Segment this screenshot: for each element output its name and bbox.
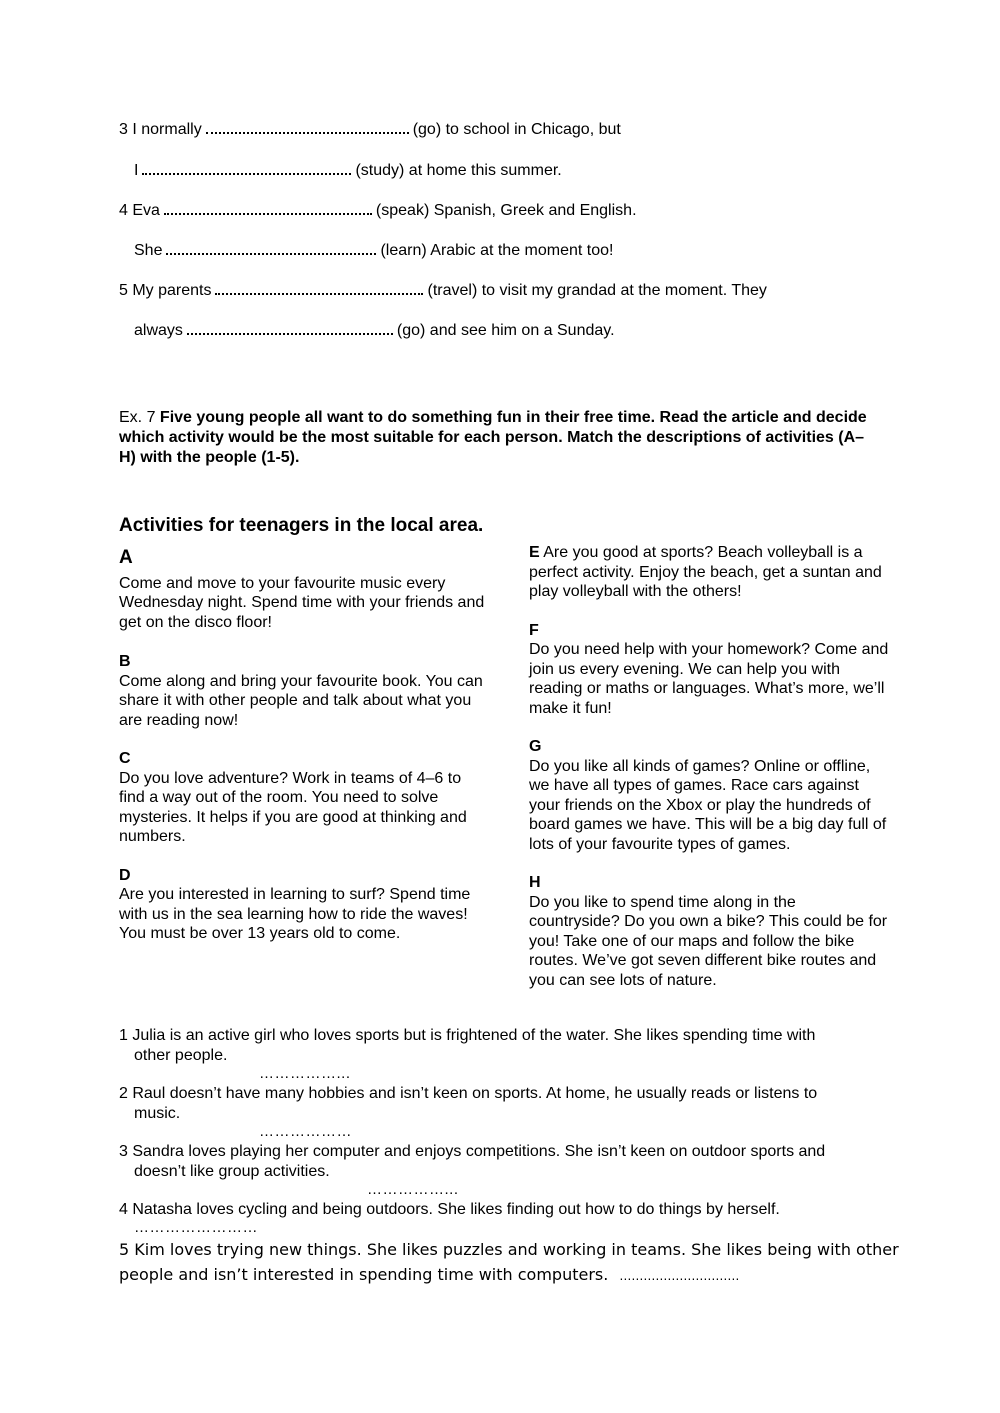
answer-field[interactable]: ……………... — [367, 1181, 459, 1198]
answer-blank[interactable] — [166, 239, 376, 255]
activity-text: Come along and bring your favourite book. You can share it with other people and talk about what you are reading now! — [119, 672, 483, 729]
activity-letter: G — [529, 738, 542, 755]
sentence-text: (go) and see him on a Sunday. — [396, 322, 615, 339]
sentence-4b — [134, 239, 613, 261]
exercise-label: Ex. 7 — [119, 409, 156, 426]
exercise-7-instruction — [119, 408, 879, 468]
activity-d — [119, 866, 489, 944]
sentence-text: (travel) to visit my grandad at the moment. They — [427, 282, 767, 299]
question-text: 2 Raul doesn’t have many hobbies and isn’t keen on sports. At home, he usually reads or listens to — [119, 1085, 818, 1102]
activity-text: Come and move to your favourite music every Wednesday night. Spend time with your friends and get on the disco floor! — [119, 574, 485, 631]
sentence-text: always — [134, 322, 183, 339]
activity-letter: B — [119, 653, 131, 670]
person-question-5 — [119, 1237, 899, 1289]
person-question-2 — [119, 1084, 879, 1123]
activity-e — [529, 543, 889, 602]
sentence-text: (study) at home this summer. — [355, 162, 562, 179]
activity-letter: D — [119, 866, 131, 884]
answer-field[interactable]: ……………... — [259, 1065, 351, 1082]
question-text: 3 Sandra loves playing her computer and enjoys competitions. She isn’t keen on outdoor sports and — [119, 1143, 826, 1160]
question-text: 1 Julia is an active girl who loves sports but is frightened of the water. She likes spending time with — [119, 1027, 816, 1044]
answer-blank[interactable] — [206, 118, 409, 134]
answer-blank[interactable] — [187, 319, 393, 335]
activity-h — [529, 873, 889, 990]
sentence-3a — [119, 118, 621, 140]
question-text: 5 Kim loves trying new things. She likes puzzles and working in teams. She likes being with other — [119, 1240, 899, 1259]
question-text-cont: people and isn’t interested in spending time with computers. — [119, 1265, 609, 1284]
sentence-text: 5 My parents — [119, 282, 212, 299]
activity-column-left — [119, 548, 489, 944]
sentence-text: She — [134, 242, 163, 259]
article-title: Activities for teenagers in the local area. — [119, 515, 484, 536]
question-text: 4 Natasha loves cycling and being outdoors. She likes finding out how to do things by herself. — [119, 1201, 780, 1218]
answer-blank[interactable] — [142, 159, 351, 175]
activity-text: Do you love adventure? Work in teams of 4–6 to find a way out of the room. You need to solve mysteries. It helps if you are good at thinking and numbers. — [119, 769, 467, 845]
activity-a — [119, 548, 489, 632]
sentence-text: (go) to school in Chicago, but — [412, 121, 621, 138]
person-question-3 — [119, 1142, 889, 1181]
activity-f — [529, 621, 889, 719]
sentence-text: (speak) Spanish, Greek and English. — [375, 202, 637, 219]
sentence-3b — [134, 159, 562, 181]
question-text-cont: other people. — [134, 1046, 228, 1064]
answer-blank[interactable] — [164, 199, 372, 215]
activity-letter: F — [529, 621, 539, 639]
person-question-1 — [119, 1026, 879, 1065]
question-text-cont: doesn’t like group activities. — [134, 1162, 330, 1180]
activity-text: Are you good at sports? Beach volleyball is a perfect activity. Enjoy the beach, get a suntan and play volleyball with the others! — [529, 544, 882, 600]
answer-field[interactable]: …………………… — [134, 1219, 258, 1236]
sentence-text: 4 Eva — [119, 202, 160, 219]
activity-text: Do you like to spend time along in the countryside? Do you own a bike? This could be for you! Take one of our maps and follow the bike routes. We’ve got seven different bike routes and you can see lots of nature. — [529, 893, 888, 989]
activity-b — [119, 652, 489, 730]
question-text-cont: music. — [134, 1104, 181, 1122]
instruction-text: Five young people all want to do something fun in their free time. Read the article and decide which activity would be the most suitable for each person. Match the descriptions of activities (A–H) with the people (1-5). — [119, 409, 867, 466]
sentence-text: (learn) Arabic at the moment too! — [380, 242, 614, 259]
answer-field[interactable]: ………………………… — [619, 1269, 740, 1283]
activity-letter: H — [529, 874, 541, 891]
answer-blank[interactable] — [215, 279, 423, 295]
sentence-text: I — [134, 162, 139, 179]
answer-field[interactable]: ……………… — [259, 1123, 352, 1140]
person-question-4 — [119, 1200, 879, 1220]
sentence-5a — [119, 279, 767, 301]
activity-text: Do you need help with your homework? Come and join us every evening. We can help you with reading or maths or languages. What’s more, we’ll make it fun! — [529, 641, 889, 717]
sentence-5b — [134, 319, 615, 341]
activity-column-right — [529, 543, 889, 990]
activity-letter: E — [529, 544, 540, 561]
sentence-text: 3 I normally — [119, 121, 202, 138]
sentence-4a — [119, 199, 637, 221]
activity-letter: A — [119, 547, 133, 568]
activity-c — [119, 749, 489, 847]
activity-g — [529, 737, 889, 854]
activity-text: Do you like all kinds of games? Online or offline, we have all types of games. Race cars against your friends on the Xbox or play the hundreds of board games we have. This will be a big day full of lots of your favourite types of games. — [529, 757, 887, 853]
activity-text: Are you interested in learning to surf? Spend time with us in the sea learning how to ride the waves! You must be over 13 years old to come. — [119, 886, 471, 942]
activity-letter: C — [119, 750, 131, 767]
